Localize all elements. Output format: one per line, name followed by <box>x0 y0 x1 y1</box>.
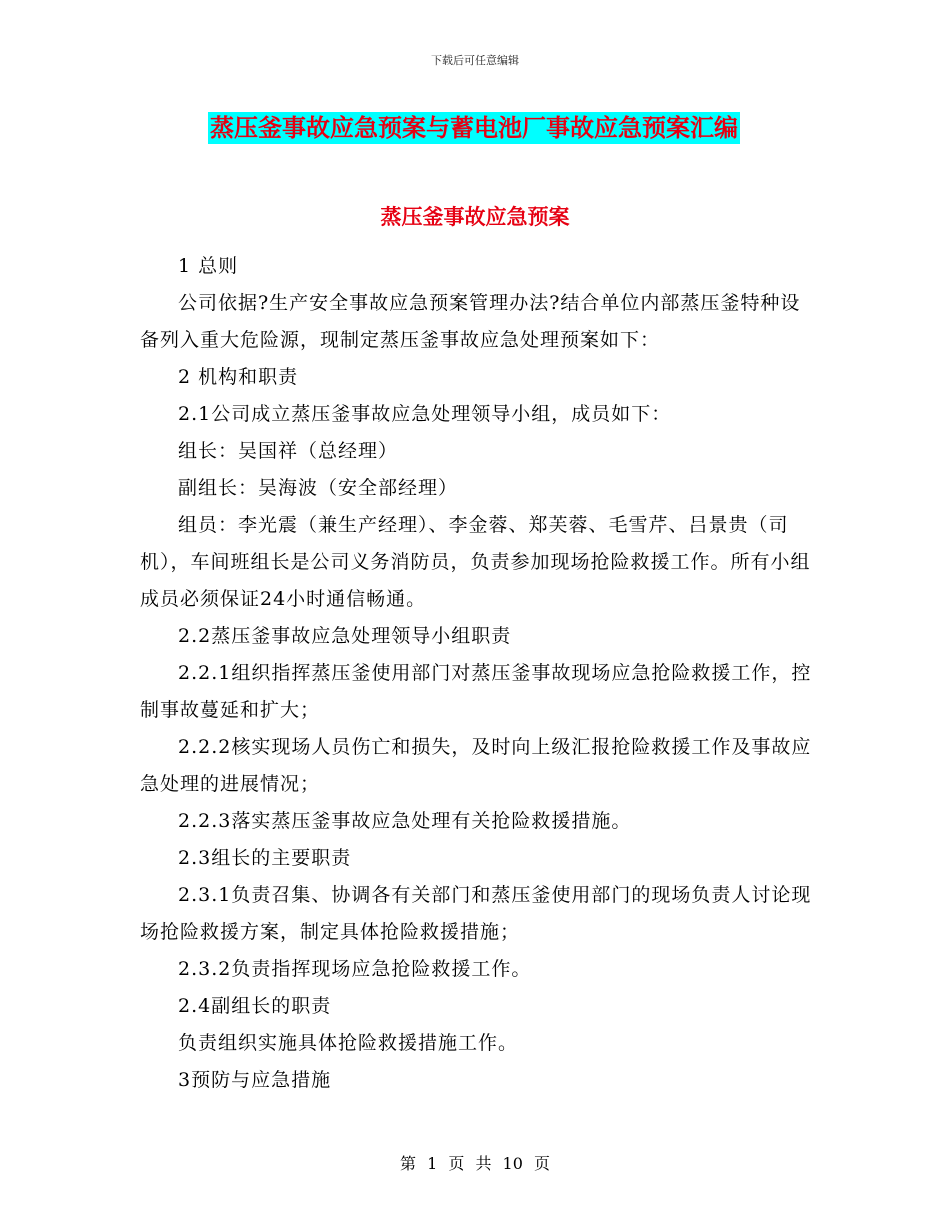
paragraph: 组长：吴国祥（总经理） <box>178 440 399 462</box>
main-title: 蒸压釜事故应急预案与蓄电池厂事故应急预案汇编 <box>210 114 738 142</box>
section-title: 蒸压釜事故应急预案 <box>380 205 570 229</box>
paragraph: 2.3组长的主要职责 <box>178 847 352 869</box>
document-body <box>140 248 812 1099</box>
page-number-footer: 第 1 页 共 10 页 <box>400 1154 550 1173</box>
paragraph: 2.2.2核实现场人员伤亡和损失，及时向上级汇报抢险救援工作及事故应急处理的进展情况； <box>140 736 812 795</box>
paragraph: 副组长：吴海波（安全部经理） <box>178 477 459 499</box>
paragraph: 2.2.1组织指挥蒸压釜使用部门对蒸压釜事故现场应急抢险救援工作，控制事故蔓延和扩大； <box>140 662 812 721</box>
paragraph: 3预防与应急措施 <box>178 1069 332 1091</box>
paragraph: 2.3.2负责指挥现场应急抢险救援工作。 <box>178 958 532 980</box>
paragraph: 2.2.3落实蒸压釜事故应急处理有关抢险救援措施。 <box>178 810 632 832</box>
paragraph: 2.2蒸压釜事故应急处理领导小组职责 <box>178 625 512 647</box>
paragraph: 负责组织实施具体抢险救援措施工作。 <box>178 1032 519 1054</box>
paragraph: 2 机构和职责 <box>178 366 299 388</box>
paragraph: 2.3.1负责召集、协调各有关部门和蒸压釜使用部门的现场负责人讨论现场抢险救援方案，制定具体抢险救援措施； <box>140 884 812 943</box>
header-note: 下载后可任意编辑 <box>431 54 519 67</box>
paragraph: 2.1公司成立蒸压釜事故应急处理领导小组，成员如下： <box>178 403 672 425</box>
paragraph: 1 总则 <box>178 255 239 277</box>
paragraph: 组员：李光震（兼生产经理）、李金蓉、郑芙蓉、毛雪芹、吕景贵（司机），车间班组长是公司义务消防员，负责参加现场抢险救援工作。所有小组成员必须保证24小时通信畅通。 <box>140 514 811 610</box>
paragraph: 公司依据?生产安全事故应急预案管理办法?结合单位内部蒸压釜特种设备列入重大危险源，现制定蒸压釜事故应急处理预案如下： <box>140 292 801 351</box>
paragraph: 2.4副组长的职责 <box>178 995 332 1017</box>
